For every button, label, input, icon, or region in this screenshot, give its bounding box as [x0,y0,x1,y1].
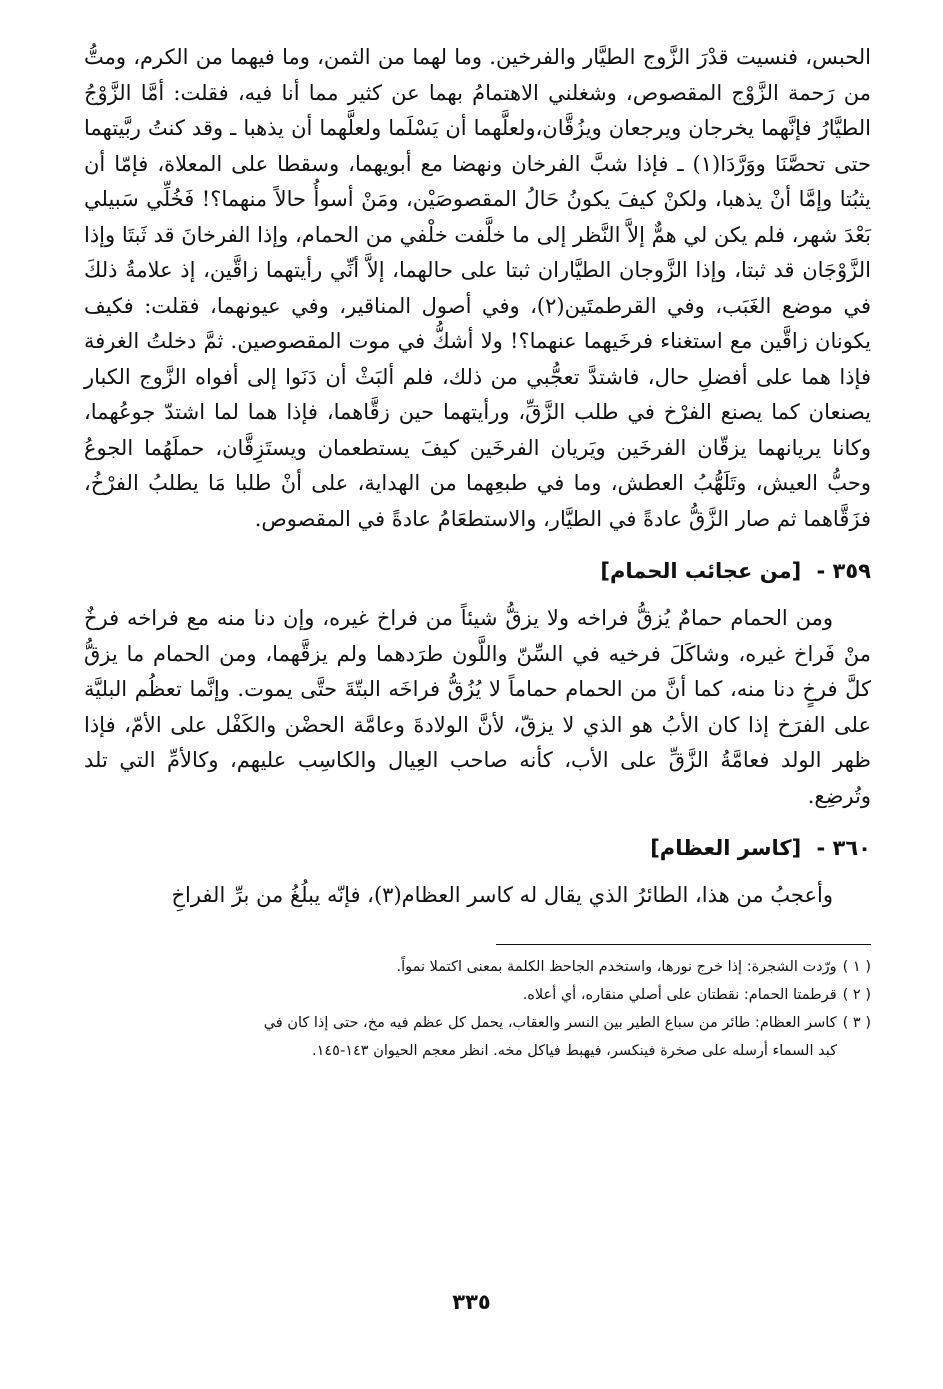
section-359-text [84,601,871,814]
page-number: ٣٣٥ [452,1290,491,1314]
footnote-text: قرطمتا الحمام: نقطتان على أصلي منقاره، أي أعلاه. [522,986,837,1003]
footnote-divider [496,944,871,945]
section-title-359: [من عجائب الحمام] [600,559,802,583]
section-number-360: ٣٦٠ - [816,836,871,860]
section-heading-359 [84,553,871,589]
footnote-number: ( ١ ) [842,958,871,975]
section-heading-360 [84,830,871,866]
footnote-1 [84,953,871,981]
paragraph-3: وأعجبُ من هذا، الطائرُ الذي يقال له كاسر العظام(٣)، فإنّه يبلُغُ من برِّ الفراخِ [171,883,833,907]
footnote-continuation: كبد السماء أرسله على صخرة فينكسر، فيهبط فياكل مخه. انظر معجم الحيوان ١٤٣-١٤٥. [312,1042,837,1059]
section-360-text [84,878,871,914]
footnote-number: ( ٢ ) [842,986,871,1003]
footnote-text: كاسر العظام: طائر من سباع الطير بين النسر والعقاب، يحمل كل عظم فيه مخ، حتى إذا كان في [263,1014,837,1031]
footnote-2 [84,981,871,1009]
paragraph-1: الحبس، فنسيت قدْرَ الزَّوج الطيَّار والفرخين. وما لهما من الثمن، وما فيهما من الكرم، ومتُّ من رَحمة الزَّوْج المقصوص، وشغلني الاهتمامُ بهما عن كثير مما أنا فيه، فقلت: أمَّا الزَّوْجُ الطيَّارُ فإنَّهما يخرجان ويرجعان ويزُقَّان،ولعلَّهما أن يَسْلَما ولعلَّهما أن يذهبا ـ وقد كنتُ ربَّيتهما حتى تحصَّنَا ووَرَّدَا(١) ـ فإذا شبَّ الفرخان ونهضا مع أبويهما، وسقطا على المعلاة، فإمّا أن يثبُتا وإمَّا أنْ يذهبا، ولكنْ كيفَ يكونُ حَالُ المقصوصَيْن، ومَنْ أسوأُ حالاً منهما؟! فَخُلِّي سَبيلي بَعْدَ شهر، فلم يكن لي همٌّ إلاَّ النَّظر إلى ما خلَّفت خلْفي من الحمام، وإذا الفرخانَ قد ثَبتَا وإذا الزَّوْجَان قد ثبتا، وإذا الزَّوجان الطيَّاران ثبتا على حالهما، إلاَّ أنِّي رأيتهما زاقَّين، إذ علامةُ ذلكَ في موضع الغَبَب، وفي القرطمتَين(٢)، وفي أصول المناقير، وفي عيونهما، فقلت: فكيف يكونان زاقَّين مع استغناء فرخَيهما عنهما؟! ولا أشكُّ في موت المقصوصين. ثمَّ دخلتُ الغرفة فإذا هما على أفضلِ حال، فاشتدَّ تعجُّبي من ذلك، فلم ألبَثْ أن دَنَوا إلى أفواه الزَّوج الكبار يصنعان كما يصنع الفرْخ في طلب الزَّقِّ، ورأيتهما حين زقَّاهما، فإذا هما لما اشتدّ جوعُهما، وكانا يريانهما يزقّان الفرخَين ويَريان الفرخَين كيفَ يستطعمان ويستَزِقَّان، حملَهُما الجوعُ وحبُّ العيش، وتَلَهُّبُ العطش، وما في طبعِهما من الهداية، على أنْ طلبا مَا يطلبُ الفرْخُ، فزَقَّاهما ثم صار الزَّقُّ عادةً في الطيَّار، والاستطعَامُ عادةً في المقصوص. [84,45,872,531]
footnote-number: ( ٣ ) [842,1014,871,1031]
main-text [84,40,871,537]
section-title-360: [كاسر العظام] [650,836,802,860]
paragraph-2: ومن الحمام حمامٌ يُزقُّ فراخه ولا يزقُّ شيئاً من فراخ غيره، وإن دنا منه مع فراخه فرخٌ منْ فَراخ غيره، وشاكَلَ فرخيه في السِّنّ واللَّون طرَدهما ولم يزقَّهما، ومن الحمام ما يزقُّ كلَّ فرخٍ دنا منه، كما أنَّ من الحمام حماماً لا يُزُقُّ فراخَه البتّةَ حتَّى يموت. وإنَّما تعظُم البليَّة على الفرَخ إذا كان الأبُ هو الذي لا يزقّ، لأنَّ الولادةَ وعامَّة الحضْن والكَفْل على الأمّ، فإذا ظهر الولد فعامَّةُ الزَّقِّ على الأب، كأنه صاحب العِيال والكاسِب عليهم، وكالأمِّ التي تلد وتُرضِع. [84,606,871,808]
footnotes [84,953,871,1065]
footnote-text: ورّدت الشجرة: إذا خرج نورها، واستخدم الجاحظ الكلمة بمعنى اكتملا نمواً. [396,958,837,975]
section-number-359: ٣٥٩ - [816,559,871,583]
footnote-3 [84,1009,871,1065]
